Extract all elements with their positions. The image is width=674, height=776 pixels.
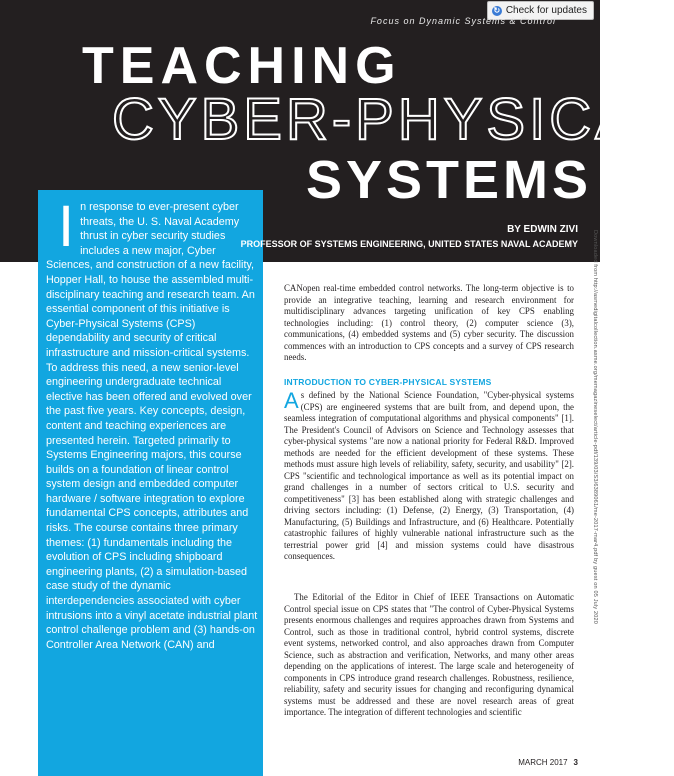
paragraph-dropcap: A xyxy=(284,388,299,413)
check-for-updates-label: Check for updates xyxy=(505,5,587,16)
body-paragraph-1: CANopen real-time embedded control networks. The long-term objective is to provide an integrative teaching, learning and research environment for multidisciplinary advances targeting unification of key CPS enabling technologies including: (1) control theory, (2) computer science (3), communications, (4) embedded systems and (5) cyber security. The discussion commences with an introduction to CPS concepts and a survey of CPS research needs. xyxy=(284,283,574,362)
intro-text xyxy=(46,194,258,652)
title-line-1: TEACHING xyxy=(82,37,402,95)
download-credit: Downloaded from http://asmedigitalcollection.asme.org/memagazineselect/article-pdf/139/03/S3/6389061/me-2017-mar4.pdf by guest on 05 July 2020 xyxy=(592,230,598,625)
series-title: Focus on Dynamic Systems & Control xyxy=(370,16,556,26)
update-icon: ↻ xyxy=(493,5,501,15)
title-line-2: CYBER-PHYSICAL xyxy=(112,87,674,152)
byline xyxy=(241,222,578,252)
title-line-3: SYSTEMS xyxy=(306,150,593,210)
body-paragraph-2-text: s defined by the National Science Foundation, "Cyber-physical systems (CPS) are engineered systems that are built from, and depend upon, the seamless integration of computational algorithms and physical components" [1]. The President's Council of Advisors on Science and Technology assesses that cyber-physical systems "are now a national priority for Federal R&D. Improved methods are needed for the efficient development of these systems. These methods must assure high levels of reliability, safety, security, and usability" [2]. CPS "scientific and technological importance as well as its potential impact on grand challenges in a number of sectors critical to U.S. security and competitiveness" [3] has been established along with strategic challenges and driving sectors including: (1) Defense, (2) Energy, (3) Transportation, (4) Manufacturing, (5) Buildings and Infrastructure, and (6) Healthcare. Potentially catastrophic failures of highly vulnerable national infrastructure such as the terrestrial power grid [4] and mission systems could have disastrous consequences. xyxy=(284,390,574,561)
body-paragraph-3: The Editorial of the Editor in Chief of IEEE Transactions on Automatic Control special issue on CPS states that "The control of Cyber-Physical Systems presents enormous challenges and requires approaches drawn from Systems and Control, such as those in traditional control, hybrid control systems, discrete event systems, networked control, and also approaches drawn from Computer Science, such as abstraction and verification, Networks, and many other areas depending on the applications of interest. The large scale and heterogeneity of components in CPS introduce grand research challenges. Robustness, resilience, reliability, safety and security issues for changing and reconfiguring dynamical systems must be addressed and these are novel research areas of great importance. The integration of different technologies and scientific xyxy=(284,592,574,717)
author-affiliation: PROFESSOR OF SYSTEMS ENGINEERING, UNITED STATES NAVAL ACADEMY xyxy=(240,239,578,249)
page-number: 3 xyxy=(573,758,578,767)
page-footer xyxy=(518,758,578,767)
body-paragraph-2 xyxy=(284,390,574,563)
intro-body: n response to ever-present cyber threats, the U. S. Naval Academy thrust in cyber security studies includes a new major, Cyber Sciences, and construction of a new facility, Hopper Hall, to house the assembled multi-disciplinary teaching and research team. An essential component of this initiative is Cyber-Physical Systems (CPS) dependability and security of critical infrastructure and mission-critical systems. To address this need, a new senior-level engineering undergraduate technical elective has been offered and evolved over the past five years. Key concepts, design, content and teaching experiences are presented herein. Targeted primarily to Systems Engineering majors, this course builds on a foundation of linear control system design and embedded computer hardware / software integration to explore fundamental CPS concepts, attributes and risks. The course contains three primary themes: (1) fundamentals including the evolution of CPS including shipboard engineering plants, (2) a simulation-based case study of the dynamic interdependencies associated with cyber intrusions into a vinyl acetate industrial plant control challenge problem and (3) hands-on Controller Area Network (CAN) and xyxy=(46,201,258,651)
author-name: BY EDWIN ZIVI xyxy=(507,224,578,235)
issue-date: MARCH 2017 xyxy=(518,758,568,767)
section-heading: INTRODUCTION TO CYBER-PHYSICAL SYSTEMS xyxy=(284,377,492,387)
intro-dropcap: I xyxy=(58,194,75,259)
